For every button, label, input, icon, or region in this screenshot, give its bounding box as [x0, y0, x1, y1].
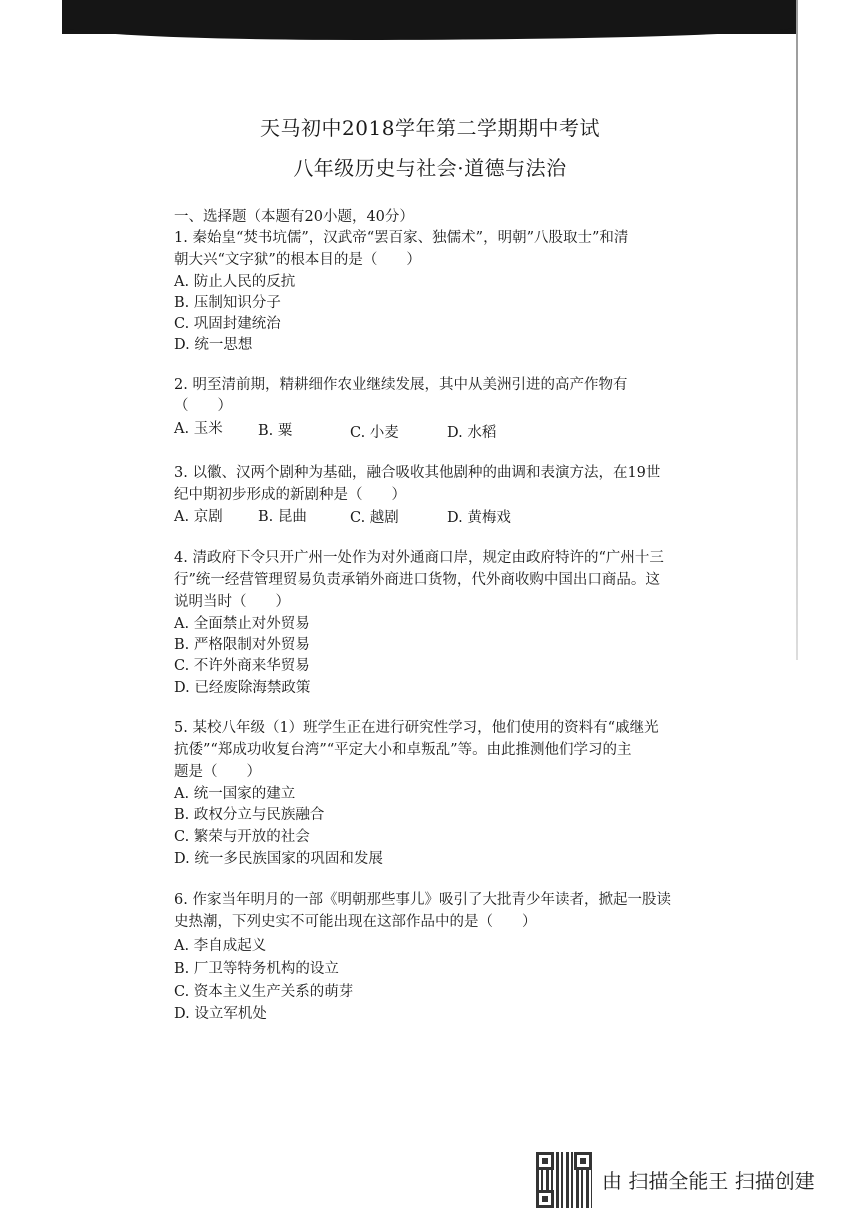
question-line: 5. 某校八年级（1）班学生正在进行研究性学习，他们使用的资料有“戚继光 — [174, 720, 659, 736]
scan-edge-curve — [62, 26, 798, 40]
option: B. 政权分立与民族融合 — [174, 807, 325, 823]
option: A. 京剧 — [174, 509, 223, 525]
option: D. 统一思想 — [174, 337, 253, 353]
option: D. 水稻 — [447, 425, 497, 441]
question-line: 抗倭”“郑成功收复台湾”“平定大小和卓叛乱”等。由此推测他们学习的主 — [174, 742, 632, 758]
question-line: 朝大兴“文字狱”的根本目的是（ ） — [174, 252, 421, 268]
option: D. 设立军机处 — [174, 1006, 267, 1022]
option: B. 厂卫等特务机构的设立 — [174, 961, 339, 977]
option: D. 统一多民族国家的巩固和发展 — [174, 851, 383, 867]
question-line: 3. 以徽、汉两个剧种为基础，融合吸收其他剧种的曲调和表演方法，在19世 — [174, 465, 661, 481]
question-line: 6. 作家当年明月的一部《明朝那些事儿》吸引了大批青少年读者，掀起一股读 — [174, 892, 671, 908]
section-heading: 一、选择题（本题有20小题，40分） — [174, 209, 414, 225]
option: C. 繁荣与开放的社会 — [174, 829, 310, 845]
question-line: 行”统一经营管理贸易负责承销外商进口货物，代外商收购中国出口商品。这 — [174, 572, 660, 588]
option: A. 玉米 — [174, 421, 223, 437]
question-line: 1. 秦始皇“焚书坑儒”，汉武帝“罢百家、独儒术”，明朝”八股取士”和清 — [174, 230, 629, 246]
option: A. 防止人民的反抗 — [174, 274, 296, 290]
option: A. 李自成起义 — [174, 938, 267, 954]
option: A. 统一国家的建立 — [174, 786, 296, 802]
exam-title: 天马初中2018学年第二学期期中考试 — [260, 116, 600, 140]
scanner-watermark — [536, 1150, 836, 1210]
question-line: 2. 明至清前期，精耕细作农业继续发展，其中从美洲引进的高产作物有 — [174, 377, 628, 393]
page-edge — [796, 0, 798, 660]
qr-code-icon — [536, 1152, 592, 1208]
option: B. 粟 — [258, 423, 293, 439]
option: C. 巩固封建统治 — [174, 316, 281, 332]
option: B. 严格限制对外贸易 — [174, 637, 310, 653]
option: B. 昆曲 — [258, 509, 307, 525]
question-line: （ ） — [174, 398, 232, 414]
option: D. 黄梅戏 — [447, 510, 511, 526]
question-line: 说明当时（ ） — [174, 594, 290, 610]
option: C. 资本主义生产关系的萌芽 — [174, 984, 354, 1000]
option: B. 压制知识分子 — [174, 295, 281, 311]
question-line: 纪中期初步形成的新剧种是（ ） — [174, 487, 406, 503]
question-line: 4. 清政府下令只开广州一处作为对外通商口岸，规定由政府特许的“广州十三 — [174, 550, 664, 566]
option: A. 全面禁止对外贸易 — [174, 616, 310, 632]
question-line: 史热潮，下列史实不可能出现在这部作品中的是（ ） — [174, 914, 537, 930]
question-line: 题是（ ） — [174, 764, 261, 780]
option: C. 不许外商来华贸易 — [174, 658, 310, 674]
watermark-text: 由 扫描全能王 扫描创建 — [602, 1169, 815, 1193]
option: D. 已经废除海禁政策 — [174, 680, 311, 696]
option: C. 越剧 — [350, 510, 399, 526]
exam-subtitle: 八年级历史与社会·道德与法治 — [293, 156, 567, 180]
option: C. 小麦 — [350, 425, 399, 441]
